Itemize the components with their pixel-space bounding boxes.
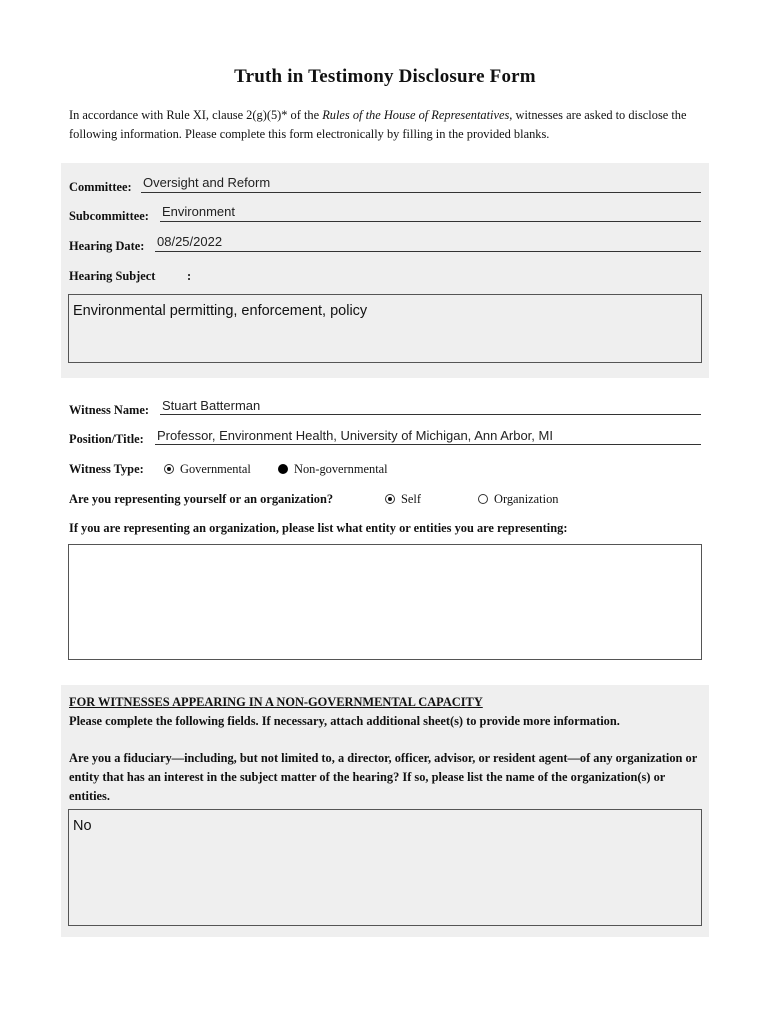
intro-before: In accordance with Rule XI, clause 2(g)(5)* of the <box>69 108 323 122</box>
subcommittee-label: Subcommittee: <box>69 209 149 223</box>
intro-rules-title: Rules of the House of Representatives <box>322 108 510 122</box>
nongov-heading: FOR WITNESSES APPEARING IN A NON-GOVERNMENTAL CAPACITY <box>69 695 483 709</box>
witness-name-label: Witness Name: <box>69 403 149 417</box>
hearing-date-label: Hearing Date: <box>69 239 145 253</box>
fiduciary-question: Are you a fiduciary—including, but not limited to, a director, officer, advisor, or resident agent—of any organization or entity that has an interest in the subject matter of the hearing? If so, please list the name of the organization(s) or entities. <box>69 751 698 803</box>
hearing-date-value: 08/25/2022 <box>157 234 223 249</box>
fiduciary-answer-value: No <box>73 818 92 834</box>
witness-type-nongovernmental[interactable] <box>278 462 388 477</box>
rep-option-self[interactable] <box>385 492 421 507</box>
nongov-instruction: Please complete the following fields. If necessary, attach additional sheet(s) to provide more information. <box>69 714 620 728</box>
hearing-subject-value: Environmental permitting, enforcement, policy <box>73 303 368 319</box>
organization-radio-icon[interactable] <box>478 494 488 504</box>
organization-option-label: Organization <box>494 492 559 506</box>
hearing-subject-label: Hearing Subject <box>69 269 156 283</box>
governmental-option-label: Governmental <box>180 462 251 476</box>
representing-label: Are you representing yourself or an organization? <box>69 492 334 506</box>
committee-value: Oversight and Reform <box>143 175 271 190</box>
intro-text <box>69 106 709 144</box>
self-option-label: Self <box>401 492 421 506</box>
witness-type-label: Witness Type: <box>69 462 144 476</box>
self-radio-icon[interactable] <box>385 494 395 504</box>
position-title-field[interactable] <box>155 426 701 445</box>
governmental-radio-icon[interactable] <box>164 464 174 474</box>
rep-option-organization[interactable] <box>478 492 558 507</box>
position-title-value: Professor, Environment Health, University of Michigan, Ann Arbor, MI <box>157 428 553 443</box>
hearing-subject-colon: : <box>187 269 192 283</box>
form-title: Truth in Testimony Disclosure Form <box>234 66 536 87</box>
intro-after: , witnesses are asked to disclose the following information. Please complete this form electronically by filling in the provided blanks. <box>69 108 687 141</box>
nongovernmental-radio-icon[interactable] <box>278 464 288 474</box>
hearing-date-field[interactable] <box>155 233 701 252</box>
fiduciary-answer-box[interactable] <box>68 809 702 926</box>
committee-field[interactable] <box>141 174 701 193</box>
entities-label: If you are representing an organization, please list what entity or entities you are representing: <box>69 521 568 535</box>
subcommittee-field[interactable] <box>160 203 701 222</box>
nongovernmental-option-label: Non-governmental <box>294 462 388 476</box>
subcommittee-value: Environment <box>162 204 235 219</box>
hearing-subject-box[interactable] <box>68 294 702 363</box>
witness-type-governmental[interactable] <box>164 462 251 477</box>
entities-box[interactable] <box>68 544 702 660</box>
position-title-label: Position/Title: <box>69 432 144 446</box>
witness-name-value: Stuart Batterman <box>162 398 261 413</box>
committee-label: Committee: <box>69 180 132 194</box>
witness-name-field[interactable] <box>160 396 701 415</box>
